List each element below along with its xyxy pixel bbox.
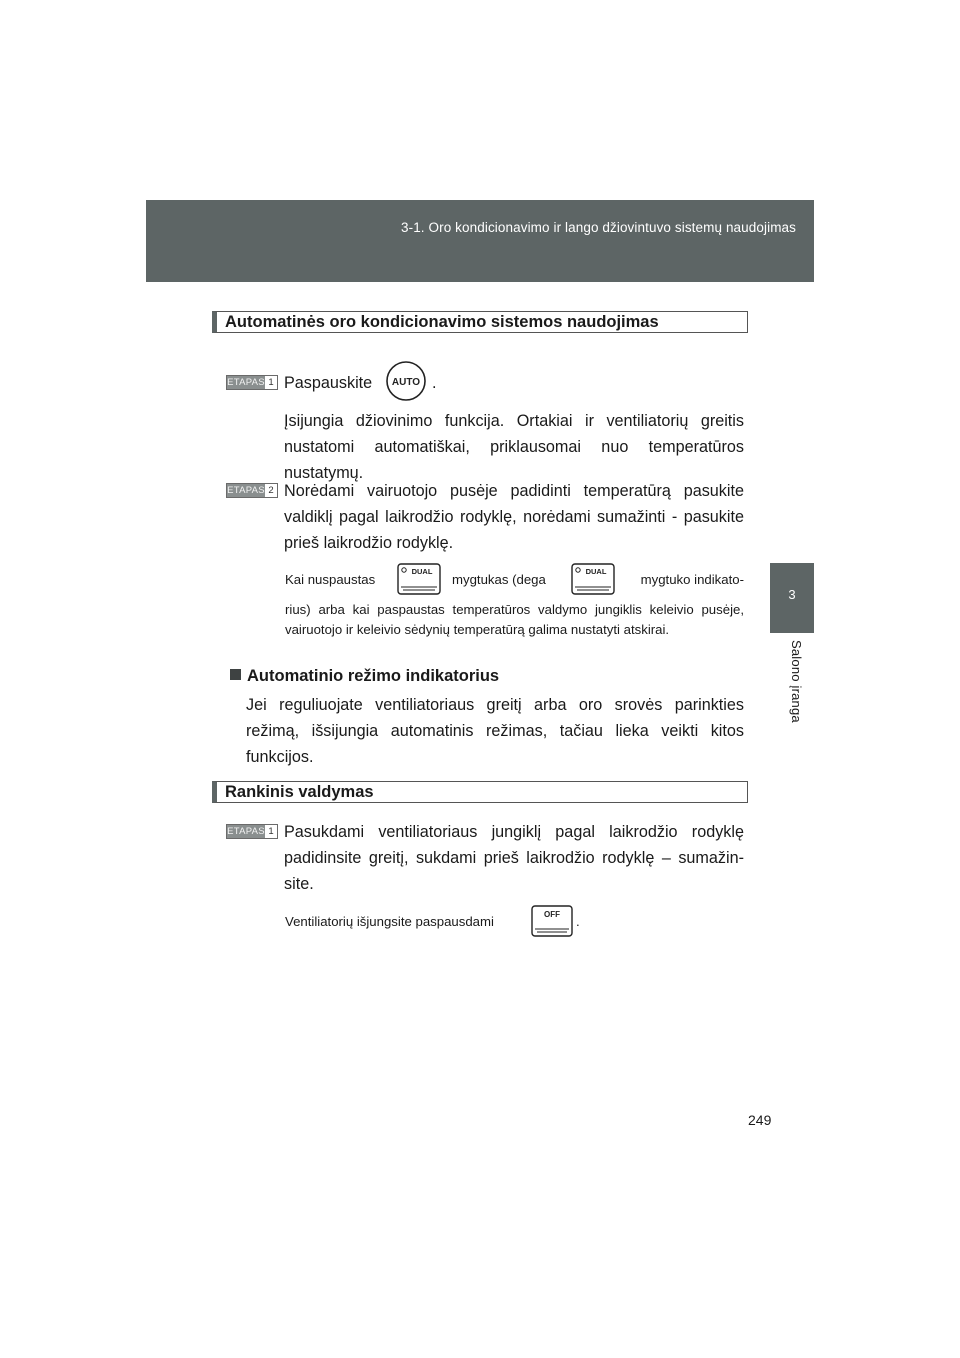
- indicator-heading: [230, 667, 499, 686]
- note-text: rius) arba kai paspaustas temperatūros valdymo jungiklis keleivio pusėje, vairuotojo ir keleivio sėdynių temperatūrą galima nustatyti atskirai.: [285, 602, 744, 637]
- step-badge-word: ETAPAS: [227, 485, 265, 496]
- step-detail: Įsijungia džiovinimo funkcija. Ortakiai ir ventiliatorių greitis nustatomi automatiškai, priklausomai nuo temperatūros nustatymų.: [284, 412, 744, 482]
- dual-button-label: DUAL: [585, 567, 607, 576]
- note-text-after: .: [576, 914, 580, 929]
- auto-button-icon: [385, 360, 427, 402]
- step-text-after: .: [432, 374, 437, 392]
- step-text: [284, 370, 744, 396]
- step-text-before: Paspauskite: [284, 374, 373, 392]
- note-part: mygtuko indikato-: [640, 572, 744, 587]
- step-text: Pasukdami ventiliatoriaus jungiklį pagal laikrodžio rodyklę padidinsite greitį, sukdami prieš laikrodžio rodyklę – sumažinsite.: [284, 823, 744, 893]
- section-title: Automatinės oro kondicionavimo sistemos naudojimas: [225, 313, 659, 331]
- auto-button-label: AUTO: [391, 377, 421, 388]
- section-heading-manual: [212, 781, 748, 803]
- indicator-text: Jei reguliuojate ventiliatoriaus greitį arba oro srovės parinkties režimą, išsijungia automatinis režimas, tačiau lieka veikti kitos funkcijos.: [246, 696, 744, 766]
- chapter-label: Salono įranga: [789, 640, 804, 723]
- step-badge-number: 1: [265, 376, 277, 389]
- step-badge-number: 2: [265, 484, 277, 497]
- page-number: 249: [748, 1112, 772, 1128]
- dual-button-label: DUAL: [411, 567, 433, 576]
- note-part: mygtukas (dega: [452, 572, 546, 587]
- note-text: Ventiliatorių išjungsite paspausdami: [285, 914, 494, 929]
- step-badge-word: ETAPAS: [227, 826, 265, 837]
- step-badge-number: 1: [265, 825, 277, 838]
- section-title: Rankinis valdymas: [225, 783, 374, 801]
- chapter-number: 3: [788, 587, 796, 602]
- breadcrumb: 3-1. Oro kondicionavimo ir lango džiovintuvo sistemų naudojimas: [401, 220, 796, 235]
- section-heading-auto: [212, 311, 748, 333]
- bullet-square-icon: [230, 669, 241, 680]
- chapter-tab: [770, 563, 814, 633]
- dual-button-icon: [397, 563, 441, 595]
- step-badge: [226, 483, 278, 498]
- step-badge-word: ETAPAS: [227, 377, 265, 388]
- step-badge: [226, 375, 278, 390]
- indicator-heading-text: Automatinio režimo indikatorius: [247, 667, 500, 685]
- dual-button-icon: [571, 563, 615, 595]
- note-part: Kai nuspaustas: [285, 572, 376, 587]
- off-button-label: OFF: [544, 910, 560, 919]
- step-text: Norėdami vairuotojo pusėje padidinti temperatūrą pasukite valdiklį pagal laikrodžio rodyklę, norėdami sumažinti - pasukite prieš laikrodžio rodyklę.: [284, 482, 744, 552]
- header-band: [146, 200, 814, 282]
- off-button-icon: [531, 905, 573, 937]
- step-badge: [226, 824, 278, 839]
